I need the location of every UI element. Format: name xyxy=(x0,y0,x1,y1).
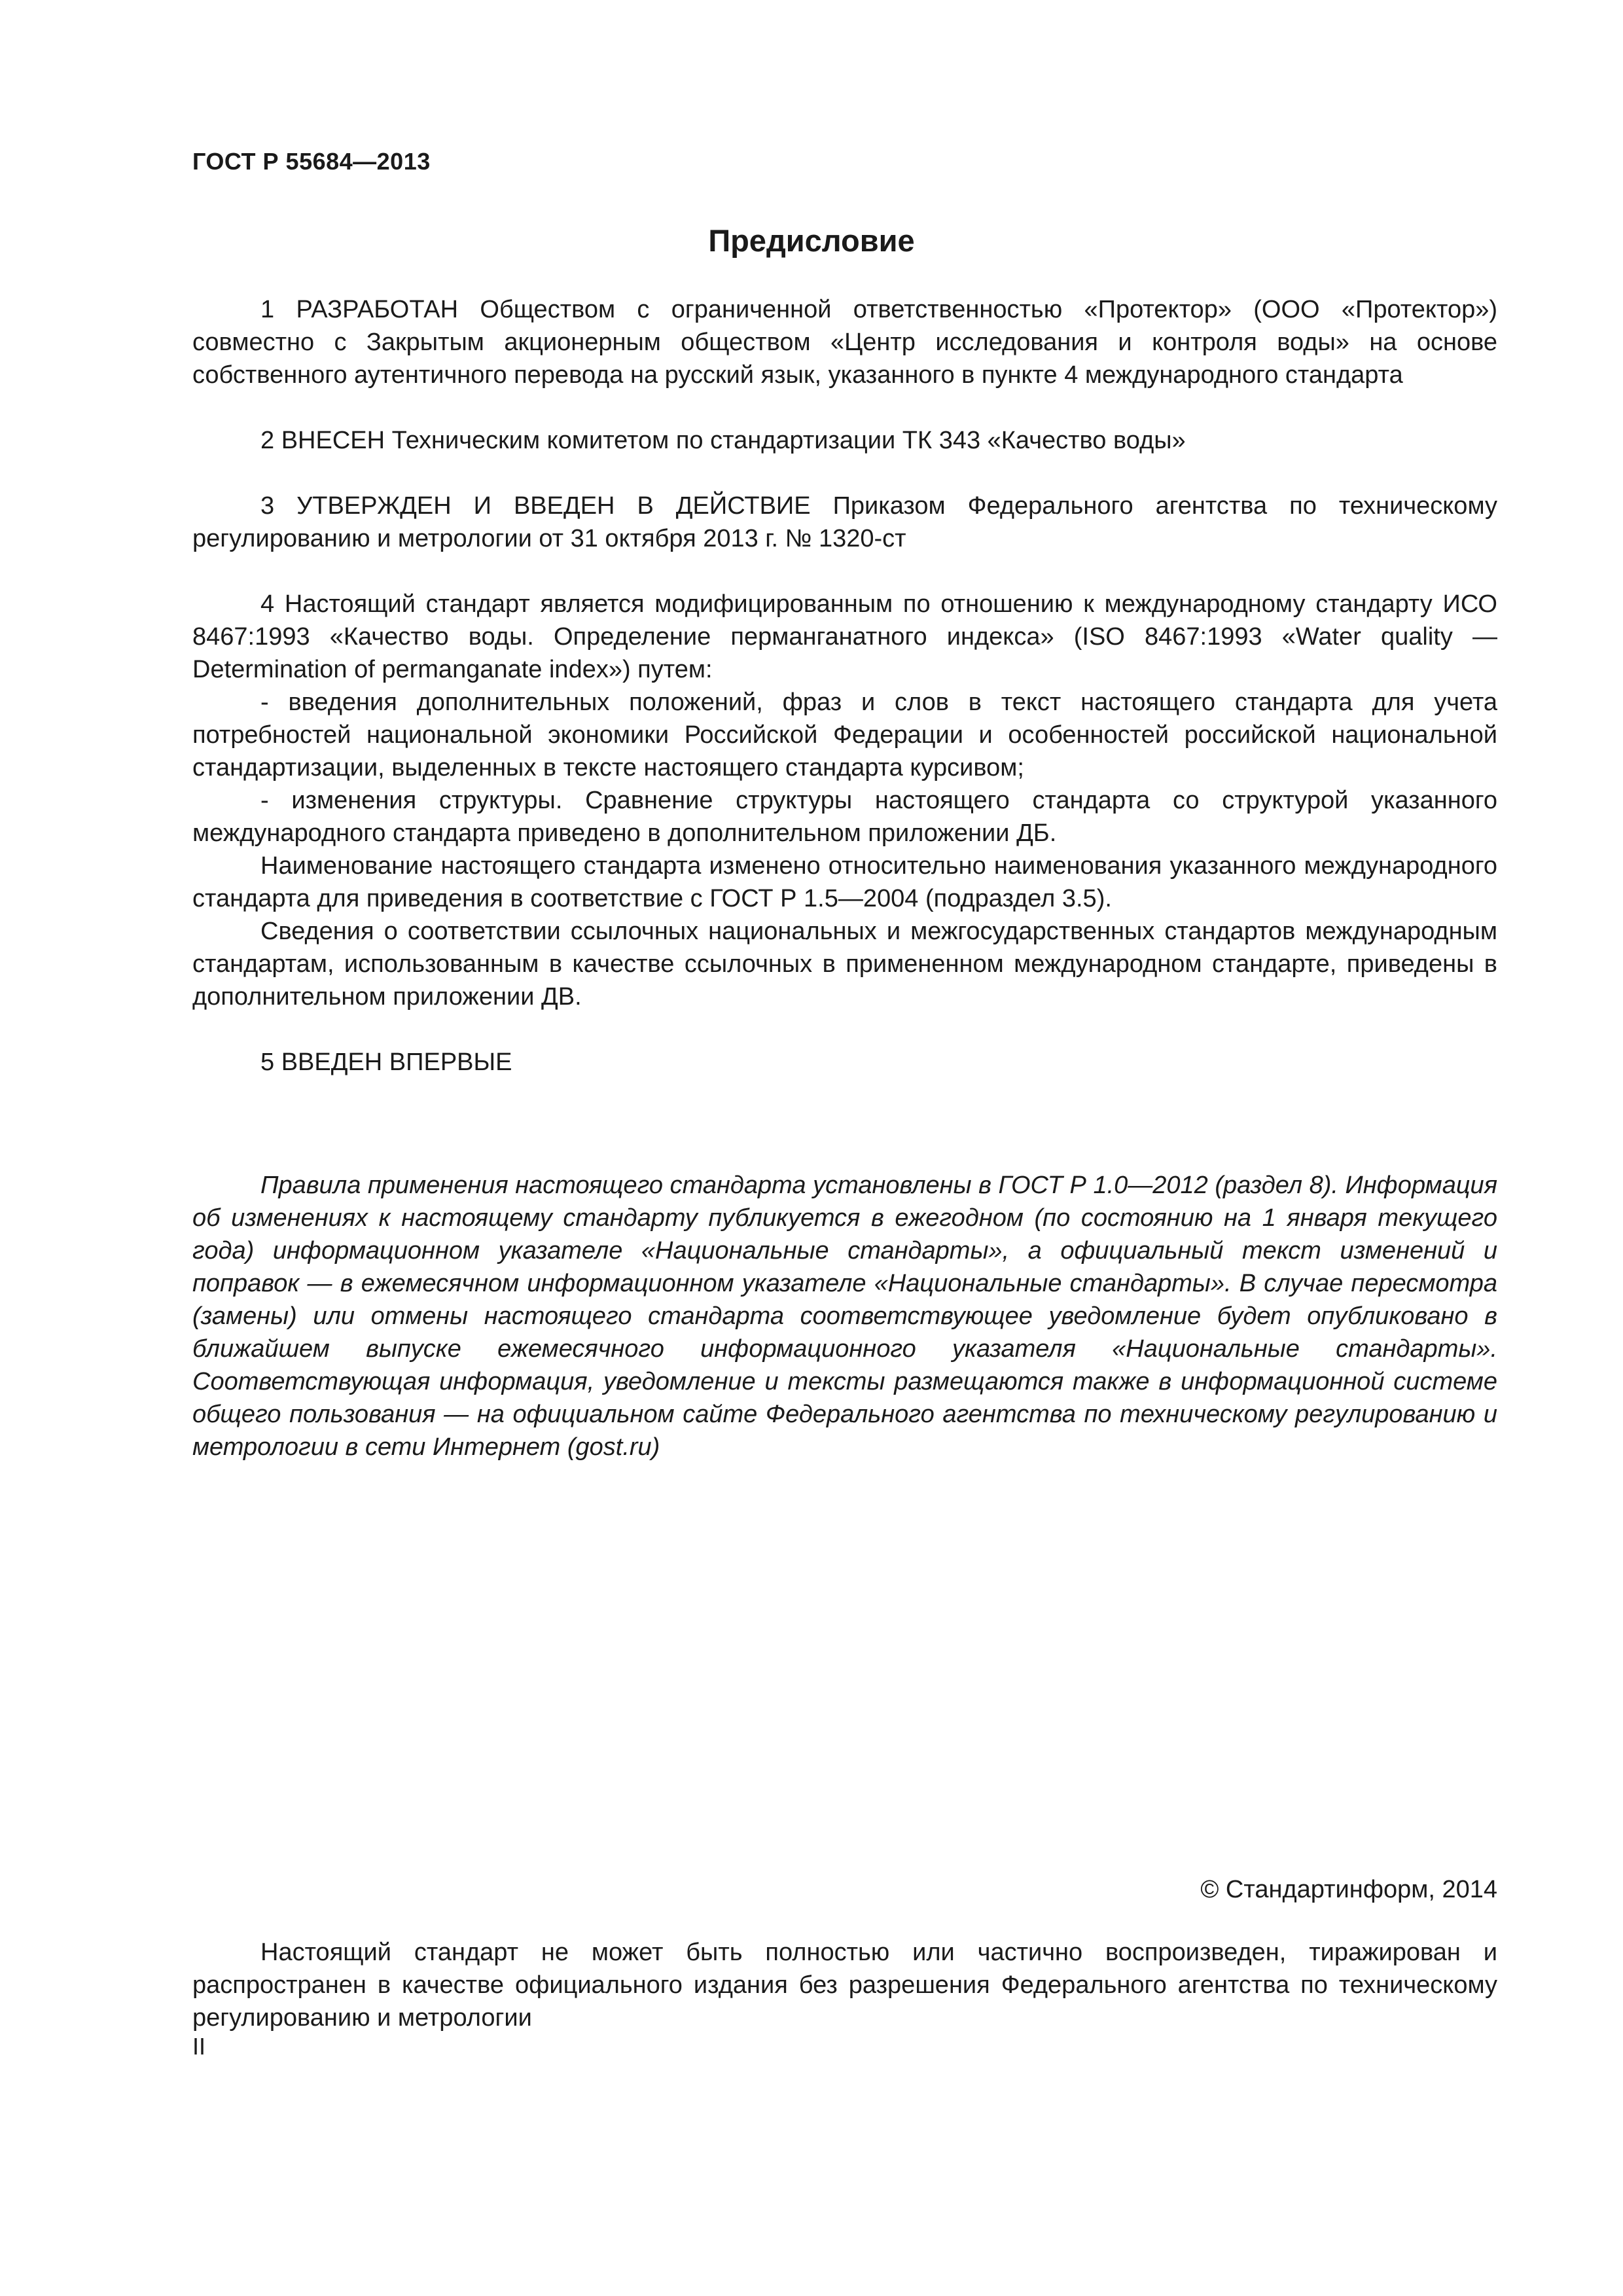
paragraph-title-change: Наименование настоящего стандарта изменено относительно наименования указанного международного стандарта для приведения в соответствие с ГОСТ Р 1.5—2004 (подраздел 3.5). xyxy=(192,852,1497,912)
foreword-body xyxy=(192,293,1497,1079)
page-number: II xyxy=(192,2033,206,2060)
paragraph-introduced-by: 2 ВНЕСЕН Техническим комитетом по стандартизации ТК 343 «Качество воды» xyxy=(260,427,1186,454)
paragraph-modification: 4 Настоящий стандарт является модифицированным по отношению к международному стандарту ИСО 8467:1993 «Качество воды. Определение перманганатного индекса» (ISO 8467:1993 «Water quality — Determination of permanganate index») путем: xyxy=(192,590,1497,683)
paragraph-approved: 3 УТВЕРЖДЕН И ВВЕДЕН В ДЕЙСТВИЕ Приказом Федерального агентства по техническому регулированию и метрологии от 31 октября 2013 г. № 1320-ст xyxy=(192,492,1497,552)
reproduction-notice-text: Настоящий стандарт не может быть полностью или частично воспроизведен, тиражирован и распространен в качестве официального издания без разрешения Федерального агентства по техническому регулированию и метрологии xyxy=(192,1939,1497,2032)
paragraph-references: Сведения о соответствии ссылочных национальных и межгосударственных стандартов международным стандартам, использованным в качестве ссылочных в примененном международном стандарте, приведены в дополнительном приложении ДВ. xyxy=(192,918,1497,1011)
paragraph-developed-by: 1 РАЗРАБОТАН Обществом с ограниченной ответственностью «Протектор» (ООО «Протектор») совместно с Закрытым акционерным обществом «Центр исследования и контроля воды» на основе собственного аутентичного перевода на русский язык, указанного в пункте 4 международного стандарта xyxy=(192,296,1497,389)
copyright-line: © Стандартинформ, 2014 xyxy=(1200,1876,1497,1903)
reproduction-notice xyxy=(192,1936,1497,2034)
application-rules-notice xyxy=(192,1169,1497,1463)
application-rules-text: Правила применения настоящего стандарта установлены в ГОСТ Р 1.0—2012 (раздел 8). Информация об изменениях к настоящему стандарту публикуется в ежегодном (по состоянию на 1 января текущего года) информационном указателе «Национальные стандарты», а официальный текст изменений и поправок — в ежемесячном информационном указателе «Национальные стандарты». В случае пересмотра (замены) или отмены настоящего стандарта соответствующее уведомление будет опубликовано в ближайшем выпуске ежемесячного информационного указателя «Национальные стандарты». Соответствующая информация, уведомление и тексты размещаются также в информационной системе общего пользования — на официальном сайте Федерального агентства по техническому регулированию и метрологии в сети Интернет (gost.ru) xyxy=(192,1172,1497,1461)
document-code-header: ГОСТ Р 55684—2013 xyxy=(192,148,431,175)
page-title: Предисловие xyxy=(708,223,915,258)
paragraph-list-item-additions: - введения дополнительных положений, фраз и слов в текст настоящего стандарта для учета потребностей национальной экономики Российской Федерации и особенностей российской национальной стандартизации, выделенных в тексте настоящего стандарта курсивом; xyxy=(192,689,1497,781)
paragraph-first-introduced: 5 ВВЕДЕН ВПЕРВЫЕ xyxy=(260,1049,512,1076)
paragraph-list-item-structure: - изменения структуры. Сравнение структуры настоящего стандарта со структурой указанного международного стандарта приведено в дополнительном приложении ДБ. xyxy=(192,787,1497,847)
